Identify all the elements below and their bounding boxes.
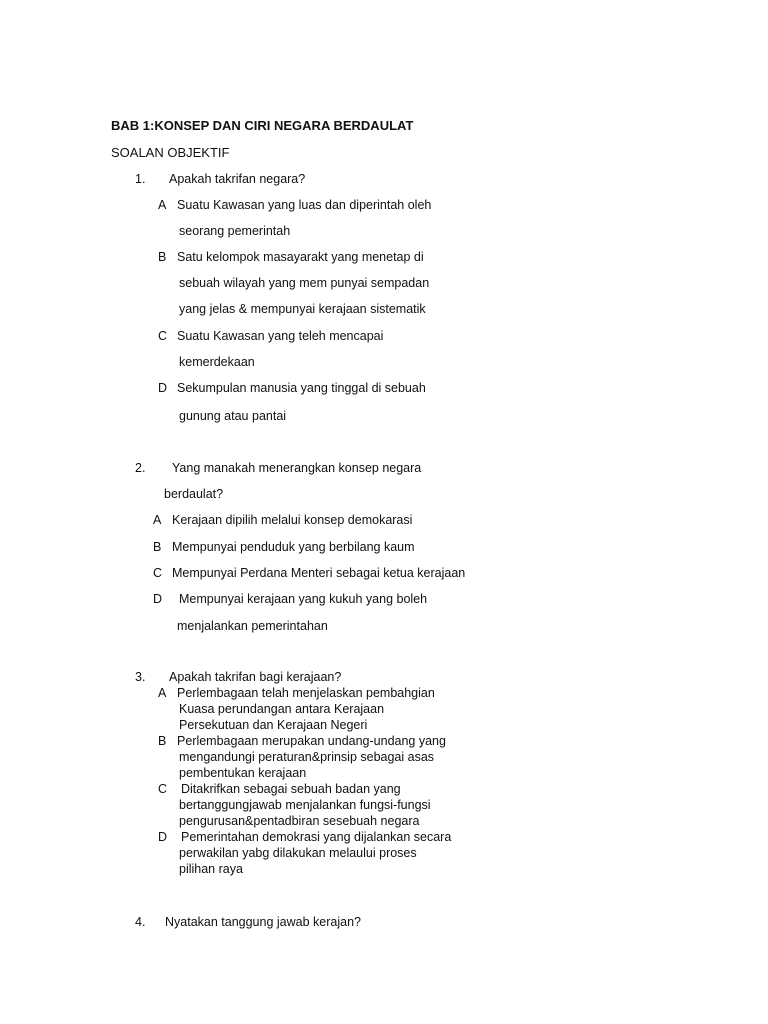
q2-option-d-line: Mempunyai kerajaan yang kukuh yang boleh bbox=[179, 592, 428, 606]
q2-option-c-letter: C bbox=[153, 566, 163, 580]
question-2-number: 2. bbox=[135, 461, 146, 475]
q3-option-c-line: Ditakrifkan sebagai sebuah badan yang bbox=[181, 782, 401, 796]
q1-option-d-line: gunung atau pantai bbox=[179, 409, 287, 423]
q1-option-c-letter: C bbox=[158, 329, 168, 343]
q3-option-b-letter: B bbox=[158, 734, 167, 748]
q1-option-d-line: Sekumpulan manusia yang tinggal di sebuah bbox=[177, 381, 426, 395]
question-1-number: 1. bbox=[135, 172, 146, 186]
q1-option-b-line: sebuah wilayah yang mem punyai sempadan bbox=[179, 276, 430, 290]
q3-option-c-letter: C bbox=[158, 782, 168, 796]
q2-option-d-letter: D bbox=[153, 592, 163, 606]
q1-option-c-line: kemerdekaan bbox=[179, 355, 255, 369]
q3-option-c-line: pengurusan&pentadbiran sesebuah negara bbox=[179, 814, 420, 828]
q3-option-d-letter: D bbox=[158, 830, 168, 844]
q1-option-c-line: Suatu Kawasan yang teleh mencapai bbox=[177, 329, 384, 343]
q1-option-b-line: Satu kelompok masayarakt yang menetap di bbox=[177, 250, 424, 264]
q3-option-a-line: Kuasa perundangan antara Kerajaan bbox=[179, 702, 385, 716]
q3-option-c-line: bertanggungjawab menjalankan fungsi-fungsi bbox=[179, 798, 431, 812]
q2-option-a-letter: A bbox=[153, 513, 162, 527]
q3-option-a-line: Perlembagaan telah menjelaskan pembahgian bbox=[177, 686, 435, 700]
q3-option-b-line: mengandungi peraturan&prinsip sebagai asas bbox=[179, 750, 435, 764]
question-4-number: 4. bbox=[135, 915, 146, 929]
q3-option-a-letter: A bbox=[158, 686, 167, 700]
q3-option-d-line: perwakilan yabg dilakukan melaului proses bbox=[179, 846, 417, 860]
section-heading: SOALAN OBJEKTIF bbox=[111, 145, 230, 160]
q3-option-d-line: pilihan raya bbox=[179, 862, 243, 876]
q1-option-a-letter: A bbox=[158, 198, 167, 212]
q1-option-d-letter: D bbox=[158, 381, 168, 395]
question-3-text: Apakah takrifan bagi kerajaan? bbox=[169, 670, 342, 684]
q2-option-a-line: Kerajaan dipilih melalui konsep demokarasi bbox=[172, 513, 413, 527]
q3-option-b-line: pembentukan kerajaan bbox=[179, 766, 307, 780]
q1-option-a-line: seorang pemerintah bbox=[179, 224, 291, 238]
q3-option-b-line: Perlembagaan merupakan undang-undang yang bbox=[177, 734, 446, 748]
q3-option-d-line: Pemerintahan demokrasi yang dijalankan secara bbox=[181, 830, 452, 844]
question-4-text: Nyatakan tanggung jawab kerajan? bbox=[165, 915, 361, 929]
question-2-text: berdaulat? bbox=[164, 487, 224, 501]
q2-option-b-letter: B bbox=[153, 540, 162, 554]
document-title: BAB 1:KONSEP DAN CIRI NEGARA BERDAULAT bbox=[111, 118, 414, 133]
q2-option-b-line: Mempunyai penduduk yang berbilang kaum bbox=[172, 540, 415, 554]
q2-option-c-line: Mempunyai Perdana Menteri sebagai ketua kerajaan bbox=[172, 566, 466, 580]
q3-option-a-line: Persekutuan dan Kerajaan Negeri bbox=[179, 718, 368, 732]
q2-option-d-line: menjalankan pemerintahan bbox=[177, 619, 328, 633]
question-1-text: Apakah takrifan negara? bbox=[169, 172, 306, 186]
question-2-text: Yang manakah menerangkan konsep negara bbox=[172, 461, 422, 475]
q1-option-a-line: Suatu Kawasan yang luas dan diperintah oleh bbox=[177, 198, 432, 212]
question-3-number: 3. bbox=[135, 670, 146, 684]
q1-option-b-letter: B bbox=[158, 250, 167, 264]
q1-option-b-line: yang jelas & mempunyai kerajaan sistematik bbox=[179, 302, 426, 316]
